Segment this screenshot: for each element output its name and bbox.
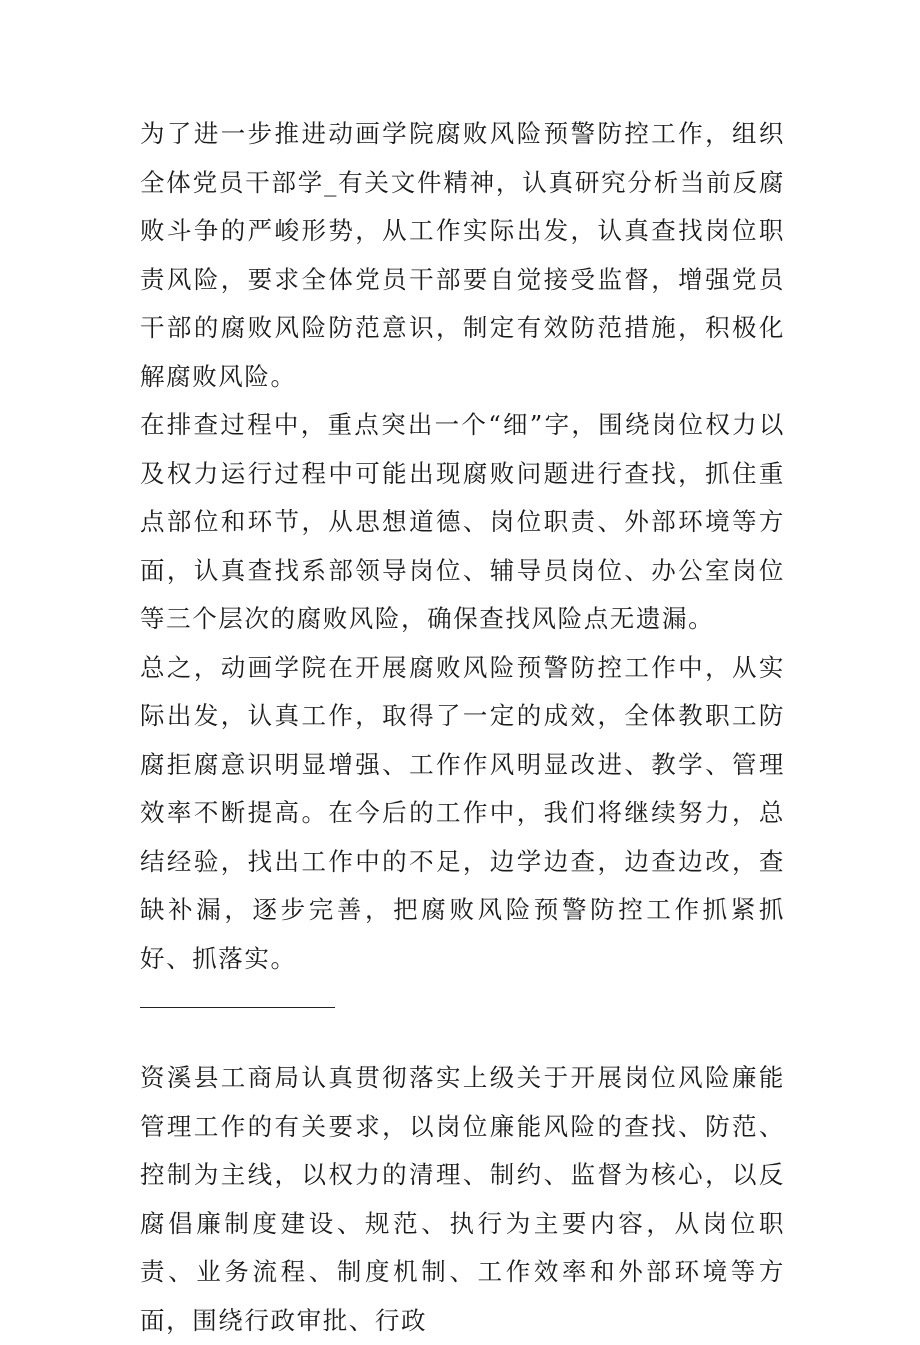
- paragraph-2: 在排查过程中，重点突出一个“细”字，围绕岗位权力以及权力运行过程中可能出现腐败问题进行查找，抓住重点部位和环节，从思想道德、岗位职责、外部环境等方面，认真查找系部领导岗位、辅导员岗位、办公室岗位等三个层次的腐败风险，确保查找风险点无遗漏。: [140, 410, 785, 633]
- paragraph-3: 总之，动画学院在开展腐败风险预警防控工作中，从实际出发，认真工作，取得了一定的成效，全体教职工防腐拒腐意识明显增强、工作作风明显改进、教学、管理效率不断提高。在今后的工作中，我们将继续努力，总结经验，找出工作中的不足，边学边查，边查边改，查缺补漏，逐步完善，把腐败风险预警防控工作抓紧抓好、抓落实。: [140, 652, 785, 973]
- paragraph-4: 资溪县工商局认真贯彻落实上级关于开展岗位风险廉能管理工作的有关要求，以岗位廉能风险的查找、防范、控制为主线，以权力的清理、制约、监督为核心，以反腐倡廉制度建设、规范、执行为主要内容，从岗位职责、业务流程、制度机制、工作效率和外部环境等方面，围绕行政审批、行政: [140, 1063, 785, 1335]
- paragraph-1: 为了进一步推进动画学院腐败风险预警防控工作，组织全体党员干部学_有关文件精神，认真研究分析当前反腐败斗争的严峻形势，从工作实际出发，认真查找岗位职责风险，要求全体党员干部要自觉接受监督，增强党员干部的腐败风险防范意识，制定有效防范措施，积极化解腐败风险。: [140, 119, 785, 391]
- section-divider: [140, 1007, 335, 1008]
- document-page: [140, 110, 785, 1345]
